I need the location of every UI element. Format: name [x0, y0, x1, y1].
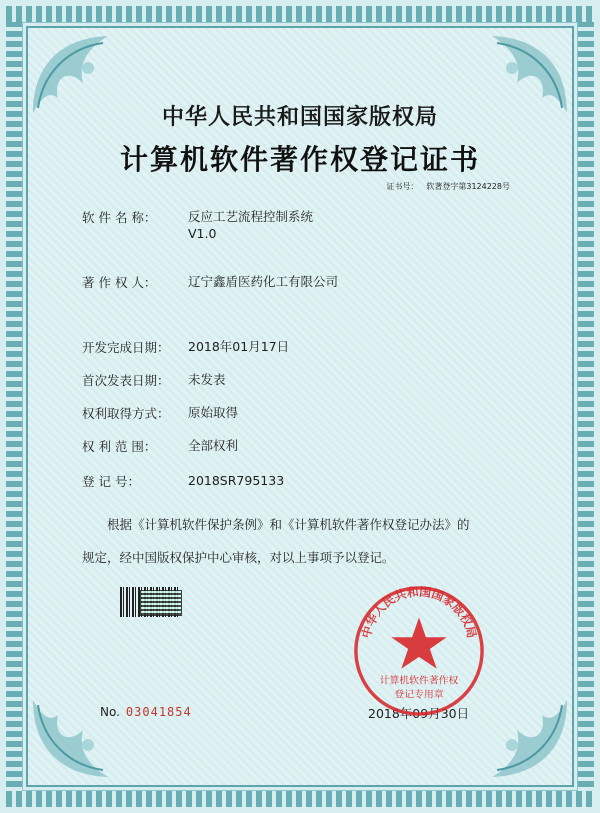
serial-number: [100, 705, 192, 719]
certificate-number-label: 证书号：: [386, 182, 419, 191]
software-version-value: V1.0: [188, 226, 217, 241]
field-value: [188, 338, 289, 355]
certificate-number-value: 软著登字第3124228号: [426, 182, 510, 191]
serial-label: No.: [100, 705, 120, 719]
legal-basis-line-1: 根据《计算机软件保护条例》和《计算机软件著作权登记办法》的: [107, 517, 470, 532]
seal-inner-line-1: 计算机软件著作权: [379, 675, 459, 687]
field-label: 首次发表日期：: [82, 373, 170, 388]
field-label: 登 记 号：: [82, 474, 140, 489]
official-seal-icon: [350, 582, 488, 720]
field-first-publication: [82, 371, 226, 389]
certificate-number: [386, 181, 510, 192]
field-registration-number: [82, 472, 284, 490]
qr-code-icon: [140, 590, 182, 616]
owner-value: 辽宁鑫盾医药化工有限公司: [188, 274, 339, 289]
field-value: [188, 208, 313, 242]
acquisition-value: 原始取得: [188, 405, 239, 420]
seal-outer-text: 中华人民共和国国家版权局: [359, 584, 479, 640]
field-value: [188, 404, 238, 421]
field-completion-date: [82, 338, 289, 356]
field-label: 软 件 名 称：: [82, 210, 157, 225]
field-software-name: [82, 208, 313, 242]
field-copyright-owner: [82, 273, 338, 291]
field-value: [188, 273, 338, 290]
field-rights-scope: [82, 437, 238, 455]
field-acquisition-method: [82, 404, 238, 422]
field-label: 著 作 权 人：: [82, 275, 157, 290]
issuer-title: 中华人民共和国国家版权局: [161, 104, 438, 130]
field-label: 权利取得方式：: [82, 406, 170, 421]
field-label: 权 利 范 围：: [82, 439, 157, 454]
software-name-value: 反应工艺流程控制系统: [188, 209, 314, 224]
publication-value: 未发表: [188, 372, 226, 387]
certificate-title: 计算机软件著作权登记证书: [119, 143, 480, 176]
legal-basis-text: [82, 508, 532, 574]
rights-scope-value: 全部权利: [188, 438, 239, 453]
field-label: 开发完成日期：: [82, 340, 170, 355]
serial-value: 03041854: [125, 705, 192, 719]
completion-date-value: 2018年01月17日: [188, 339, 290, 354]
field-value: [188, 472, 284, 489]
issue-date: 2018年09月30日: [368, 706, 470, 721]
field-value: [188, 437, 238, 454]
registration-number-value: 2018SR795133: [188, 473, 285, 488]
seal-inner-line-2: 登记专用章: [394, 689, 444, 701]
legal-basis-line-2: 规定，经中国版权保护中心审核，对以上事项予以登记。: [82, 550, 395, 565]
field-value: [188, 371, 226, 388]
